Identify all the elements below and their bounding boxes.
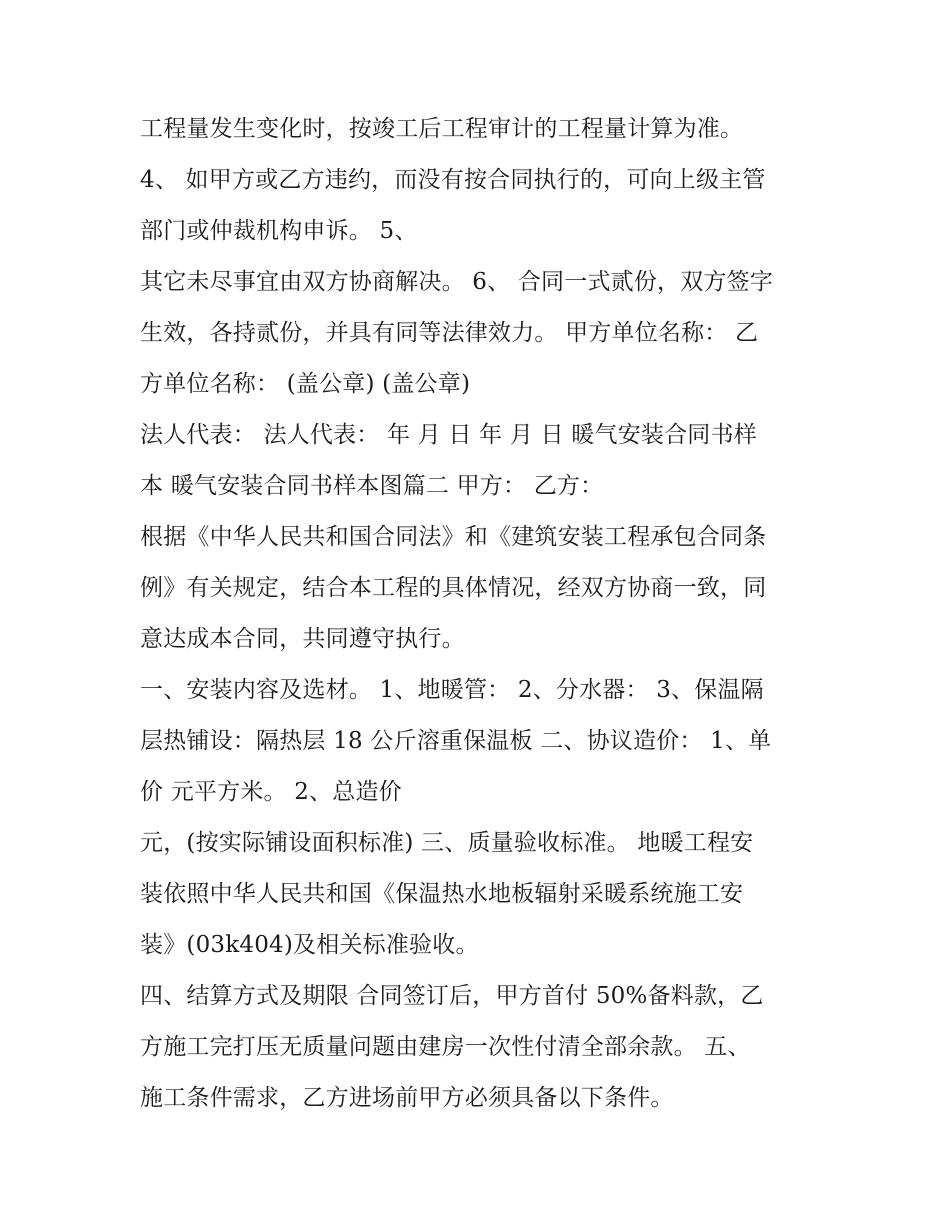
text-line-2: 4、 如甲方或乙方违约，而没有按合同执行的，可向上级主管	[140, 167, 766, 193]
text-line-10: 例》有关规定，结合本工程的具体情况，经双方协商一致，同	[140, 575, 767, 601]
text-line-8: 本 暖气安装合同书样本图篇二 甲方： 乙方：	[140, 473, 604, 499]
text-line-4: 其它未尽事宜由双方协商解决。 6、 合同一式贰份，双方签字	[140, 269, 774, 295]
text-line-18: 四、结算方式及期限 合同签订后，甲方首付 50%备料款，乙	[140, 983, 764, 1009]
text-line-17: 装》(03k404)及相关标准验收。	[140, 932, 479, 958]
text-line-3: 部门或仲裁机构申诉。 5、	[140, 218, 418, 244]
text-line-14: 价 元平方米。 2、总造价	[140, 779, 402, 805]
contract-text-body	[140, 104, 830, 1124]
text-line-7: 法人代表： 法人代表： 年 月 日 年 月 日 暖气安装合同书样	[140, 422, 757, 448]
text-line-16: 装依照中华人民共和国《保温热水地板辐射采暖系统施工安	[140, 881, 744, 907]
text-line-11: 意达成本合同，共同遵守执行。	[140, 626, 465, 652]
text-line-6: 方单位名称： (盖公章) (盖公章)	[140, 371, 471, 397]
text-line-20: 施工条件需求，乙方进场前甲方必须具备以下条件。	[140, 1085, 674, 1111]
text-line-1: 工程量发生变化时，按竣工后工程审计的工程量计算为准。	[140, 116, 744, 142]
text-line-15: 元，(按实际铺设面积标准) 三、质量验收标准。 地暖工程安	[140, 830, 754, 856]
text-line-9: 根据《中华人民共和国合同法》和《建筑安装工程承包合同条	[140, 524, 767, 550]
text-line-12: 一、安装内容及选材。 1、地暖管： 2、分水器： 3、保温隔	[140, 677, 764, 703]
text-line-5: 生效，各持贰份，并具有同等法律效力。 甲方单位名称： 乙	[140, 320, 759, 346]
text-line-19: 方施工完打压无质量问题由建房一次性付清全部余款。 五、	[140, 1034, 751, 1060]
text-line-13: 层热铺设：隔热层 18 公斤溶重保温板 二、协议造价： 1、单	[140, 728, 772, 754]
